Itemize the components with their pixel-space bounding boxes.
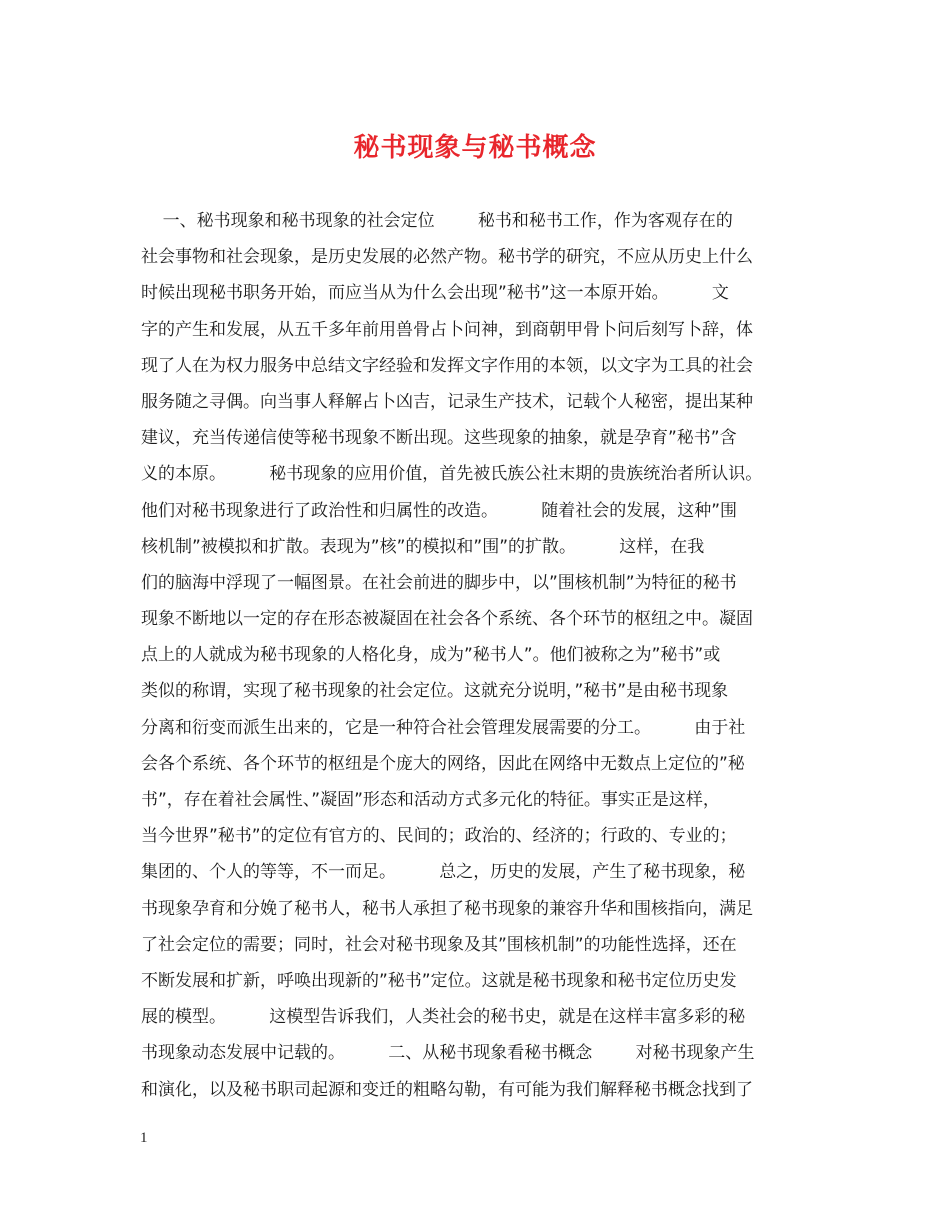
document-body [141,203,811,1108]
body-line: 当今世界”秘书”的定位有官方的、民间的；政治的、经济的；行政的、专业的； [141,826,737,847]
body-line: 们的脑海中浮现了一幅图景。在社会前进的脚步中，以”围核机制”为特征的秘书 [141,572,737,593]
page-number: 1 [140,1130,148,1146]
body-line: 核机制”被模拟和扩散。表现为”核”的模拟和”围”的扩散。 这样，在我 [141,536,705,557]
body-line: 书现象动态发展中记载的。 二、从秘书现象看秘书概念 对秘书现象产生 [141,1043,755,1064]
body-line: 书现象孕育和分娩了秘书人，秘书人承担了秘书现象的兼容升华和围核指向，满足 [141,898,753,919]
body-line: 展的模型。 这模型告诉我们，人类社会的秘书史，就是在这样丰富多彩的秘 [141,1007,746,1028]
body-line: 会各个系统、各个环节的枢纽是个庞大的网络，因此在网络中无数点上定位的”秘 [141,753,745,774]
body-line: 了社会定位的需要；同时，社会对秘书现象及其”围核机制”的功能性选择，还在 [141,934,737,955]
body-line: 服务随之寻偶。向当事人释解占卜凶吉，记录生产技术，记载个人秘密，提出某种 [141,391,753,412]
body-line: 义的本原。 秘书现象的应用价值，首先被氏族公社末期的贵族统治者所认识。 [141,464,763,485]
document-title: 秘书现象与秘书概念 [353,133,597,163]
body-line: 字的产生和发展，从五千多年前用兽骨占卜问神，到商朝甲骨卜问后刻写卜辞，体 [141,319,753,340]
body-line: 书”，存在着社会属性、”凝固”形态和活动方式多元化的特征。事实正是这样， [141,790,720,810]
body-line: 现了人在为权力服务中总结文字经验和发挥文字作用的本领，以文字为工具的社会 [141,355,753,376]
body-line: 不断发展和扩新，呼唤出现新的”秘书”定位。这就是秘书现象和秘书定位历史发 [141,970,737,991]
body-line: 点上的人就成为秘书现象的人格化身，成为”秘书人”。他们被称之为”秘书”或 [141,645,721,666]
body-line: 社会事物和社会现象，是历史发展的必然产物。秘书学的研究，不应从历史上什么 [141,247,753,268]
body-line: 分离和衍变而派生出来的，它是一种符合社会管理发展需要的分工。 由于社 [141,717,746,738]
body-line: 他们对秘书现象进行了政治性和归属性的改造。 随着社会的发展，这种”围 [141,500,738,521]
body-line: 和演化，以及秘书职司起源和变迁的粗略勾勒，有可能为我们解释秘书概念找到了 [141,1079,753,1100]
body-line: 一、秘书现象和秘书现象的社会定位 秘书和秘书工作，作为客观存在的 [141,211,733,231]
body-line: 现象不断地以一定的存在形态被凝固在社会各个系统、各个环节的枢纽之中。凝固 [141,609,753,630]
body-line: 时候出现秘书职务开始，而应当从为什么会出现”秘书”这一本原开始。 文 [141,283,729,304]
body-line: 类似的称谓，实现了秘书现象的社会定位。这就充分说明，”秘书”是由秘书现象 [141,681,729,702]
body-line: 集团的、个人的等等，不一而足。 总之，历史的发展，产生了秘书现象，秘 [141,862,746,883]
body-line: 建议，充当传递信使等秘书现象不断出现。这些现象的抽象，就是孕育”秘书”含 [141,428,737,449]
